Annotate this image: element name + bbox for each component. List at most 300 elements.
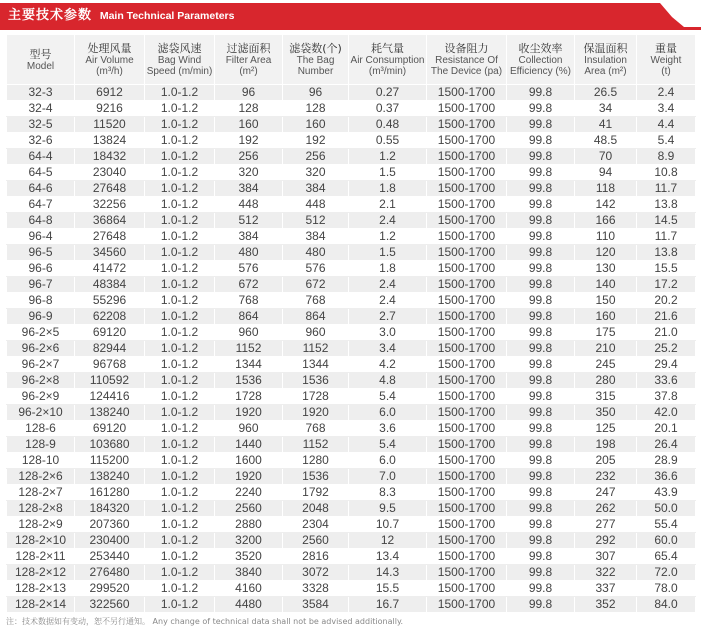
column-header-zh: 型号	[29, 47, 52, 61]
table-cell: 1500-1700	[427, 469, 507, 485]
table-cell: 48.5	[575, 133, 637, 149]
table-cell: 1500-1700	[427, 533, 507, 549]
table-cell: 130	[575, 261, 637, 277]
table-cell: 8.9	[637, 149, 696, 165]
table-cell: 320	[215, 165, 283, 181]
table-row	[7, 181, 696, 197]
table-cell: 96768	[75, 357, 145, 373]
table-cell: 125	[575, 421, 637, 437]
column-header	[637, 35, 696, 85]
table-cell: 128-2×13	[7, 581, 75, 597]
table-cell: 1500-1700	[427, 229, 507, 245]
table-cell: 96-2×5	[7, 325, 75, 341]
table-cell: 1152	[283, 437, 349, 453]
table-cell: 99.8	[507, 597, 575, 613]
table-cell: 2816	[283, 549, 349, 565]
table-cell: 1.0-1.2	[145, 229, 215, 245]
table-cell: 99.8	[507, 437, 575, 453]
table-cell: 1.0-1.2	[145, 389, 215, 405]
table-cell: 1.0-1.2	[145, 165, 215, 181]
table-cell: 3584	[283, 597, 349, 613]
table-cell: 1500-1700	[427, 437, 507, 453]
table-cell: 99.8	[507, 277, 575, 293]
table-cell: 1500-1700	[427, 261, 507, 277]
table-cell: 27648	[75, 229, 145, 245]
table-cell: 160	[575, 309, 637, 325]
section-title	[8, 7, 234, 24]
table-header-row	[7, 35, 696, 85]
column-header-en: Number	[297, 66, 334, 77]
column-header-en: Area (m²)	[584, 66, 627, 77]
column-header	[215, 35, 283, 85]
column-header-zh: 耗气量	[371, 42, 404, 55]
table-row	[7, 597, 696, 613]
table-cell: 42.0	[637, 405, 696, 421]
table-cell: 0.37	[349, 101, 427, 117]
table-row	[7, 533, 696, 549]
table-cell: 4.4	[637, 117, 696, 133]
table-cell: 1.5	[349, 245, 427, 261]
table-cell: 160	[283, 117, 349, 133]
table-cell: 99.8	[507, 389, 575, 405]
table-cell: 1500-1700	[427, 341, 507, 357]
table-cell: 50.0	[637, 501, 696, 517]
table-cell: 6.0	[349, 453, 427, 469]
table-cell: 384	[215, 229, 283, 245]
table-cell: 99.8	[507, 405, 575, 421]
table-cell: 69120	[75, 325, 145, 341]
table-cell: 2304	[283, 517, 349, 533]
table-cell: 1152	[215, 341, 283, 357]
table-cell: 3072	[283, 565, 349, 581]
table-cell: 1920	[215, 405, 283, 421]
table-cell: 96-2×9	[7, 389, 75, 405]
table-row	[7, 229, 696, 245]
table-cell: 1536	[215, 373, 283, 389]
table-cell: 1500-1700	[427, 325, 507, 341]
column-header	[75, 35, 145, 85]
table-cell: 4160	[215, 581, 283, 597]
table-cell: 99.8	[507, 197, 575, 213]
table-cell: 320	[283, 165, 349, 181]
table-cell: 32-4	[7, 101, 75, 117]
table-cell: 1500-1700	[427, 389, 507, 405]
table-cell: 5.4	[637, 133, 696, 149]
table-cell: 352	[575, 597, 637, 613]
column-header-en: Weight	[650, 55, 682, 66]
table-cell: 256	[215, 149, 283, 165]
table-row	[7, 261, 696, 277]
table-row	[7, 85, 696, 101]
table-cell: 1.0-1.2	[145, 549, 215, 565]
table-cell: 1536	[283, 469, 349, 485]
table-cell: 96-5	[7, 245, 75, 261]
table-cell: 1.0-1.2	[145, 373, 215, 389]
table-cell: 0.48	[349, 117, 427, 133]
table-cell: 34	[575, 101, 637, 117]
table-cell: 2240	[215, 485, 283, 501]
table-cell: 256	[283, 149, 349, 165]
table-cell: 32-3	[7, 85, 75, 101]
table-cell: 99.8	[507, 85, 575, 101]
table-cell: 138240	[75, 469, 145, 485]
table-cell: 1500-1700	[427, 357, 507, 373]
table-cell: 99.8	[507, 133, 575, 149]
table-cell: 1500-1700	[427, 501, 507, 517]
table-cell: 20.2	[637, 293, 696, 309]
table-cell: 1.0-1.2	[145, 261, 215, 277]
table-cell: 1500-1700	[427, 165, 507, 181]
table-cell: 10.7	[349, 517, 427, 533]
table-cell: 1500-1700	[427, 213, 507, 229]
table-cell: 1.0-1.2	[145, 421, 215, 437]
table-cell: 1.5	[349, 165, 427, 181]
table-row	[7, 277, 696, 293]
table-cell: 1.0-1.2	[145, 309, 215, 325]
table-cell: 15.5	[637, 261, 696, 277]
table-cell: 960	[283, 325, 349, 341]
table-cell: 99.8	[507, 469, 575, 485]
table-cell: 99.8	[507, 453, 575, 469]
table-cell: 384	[283, 181, 349, 197]
table-cell: 99.8	[507, 293, 575, 309]
table-cell: 37.8	[637, 389, 696, 405]
table-cell: 62208	[75, 309, 145, 325]
table-cell: 115200	[75, 453, 145, 469]
table-cell: 1.0-1.2	[145, 533, 215, 549]
table-cell: 4.8	[349, 373, 427, 389]
table-cell: 128-10	[7, 453, 75, 469]
table-cell: 1500-1700	[427, 405, 507, 421]
table-row	[7, 389, 696, 405]
table-cell: 99.8	[507, 565, 575, 581]
table-cell: 96-2×6	[7, 341, 75, 357]
table-row	[7, 357, 696, 373]
table-cell: 96-2×8	[7, 373, 75, 389]
table-cell: 99.8	[507, 581, 575, 597]
table-cell: 1.0-1.2	[145, 85, 215, 101]
table-cell: 110	[575, 229, 637, 245]
table-cell: 13.8	[637, 245, 696, 261]
table-cell: 1500-1700	[427, 117, 507, 133]
table-cell: 138240	[75, 405, 145, 421]
table-cell: 960	[215, 325, 283, 341]
table-cell: 192	[283, 133, 349, 149]
table-cell: 262	[575, 501, 637, 517]
table-cell: 43.9	[637, 485, 696, 501]
table-cell: 11.7	[637, 181, 696, 197]
table-cell: 1500-1700	[427, 485, 507, 501]
table-row	[7, 165, 696, 181]
table-cell: 32-6	[7, 133, 75, 149]
table-cell: 337	[575, 581, 637, 597]
column-header	[349, 35, 427, 85]
table-cell: 1920	[215, 469, 283, 485]
table-cell: 96-9	[7, 309, 75, 325]
column-header-en: Model	[26, 60, 55, 72]
column-header-zh: 收尘效率	[518, 42, 563, 55]
table-cell: 0.55	[349, 133, 427, 149]
table-cell: 1500-1700	[427, 517, 507, 533]
table-cell: 1500-1700	[427, 277, 507, 293]
table-cell: 2048	[283, 501, 349, 517]
table-row	[7, 309, 696, 325]
table-cell: 128-2×12	[7, 565, 75, 581]
table-cell: 9.5	[349, 501, 427, 517]
table-cell: 1728	[215, 389, 283, 405]
table-row	[7, 405, 696, 421]
table-cell: 207360	[75, 517, 145, 533]
table-cell: 96-4	[7, 229, 75, 245]
table-cell: 160	[215, 117, 283, 133]
table-cell: 2.7	[349, 309, 427, 325]
table-cell: 480	[283, 245, 349, 261]
table-cell: 1920	[283, 405, 349, 421]
table-cell: 41	[575, 117, 637, 133]
table-cell: 322	[575, 565, 637, 581]
table-cell: 99.8	[507, 325, 575, 341]
table-cell: 0.27	[349, 85, 427, 101]
column-header-en: Collection	[518, 55, 563, 66]
table-cell: 36864	[75, 213, 145, 229]
table-cell: 99.8	[507, 229, 575, 245]
table-cell: 128-2×14	[7, 597, 75, 613]
table-cell: 23040	[75, 165, 145, 181]
table-row	[7, 117, 696, 133]
table-cell: 2.4	[349, 277, 427, 293]
table-cell: 99.8	[507, 261, 575, 277]
table-cell: 512	[283, 213, 349, 229]
column-header-en: (t)	[661, 66, 671, 77]
table-row	[7, 341, 696, 357]
table-cell: 99.8	[507, 357, 575, 373]
table-cell: 3.6	[349, 421, 427, 437]
footnote: 注：技术数据如有变动，恕不另行通知。 Any change of technical data shall not be advised additionally.	[6, 617, 404, 626]
table-cell: 128-9	[7, 437, 75, 453]
table-cell: 322560	[75, 597, 145, 613]
table-cell: 1.0-1.2	[145, 197, 215, 213]
table-cell: 1500-1700	[427, 85, 507, 101]
table-cell: 1.0-1.2	[145, 469, 215, 485]
table-cell: 768	[215, 293, 283, 309]
table-cell: 1.0-1.2	[145, 325, 215, 341]
table-row	[7, 469, 696, 485]
table-cell: 20.1	[637, 421, 696, 437]
table-cell: 65.4	[637, 549, 696, 565]
table-cell: 384	[215, 181, 283, 197]
table-cell: 448	[215, 197, 283, 213]
table-cell: 277	[575, 517, 637, 533]
table-row	[7, 437, 696, 453]
table-cell: 82944	[75, 341, 145, 357]
table-cell: 32256	[75, 197, 145, 213]
table-cell: 2880	[215, 517, 283, 533]
table-cell: 1344	[215, 357, 283, 373]
table-cell: 672	[215, 277, 283, 293]
table-row	[7, 197, 696, 213]
table-cell: 384	[283, 229, 349, 245]
table-cell: 99.8	[507, 341, 575, 357]
table-cell: 55.4	[637, 517, 696, 533]
table-cell: 1.0-1.2	[145, 101, 215, 117]
table-cell: 1.8	[349, 181, 427, 197]
table-row	[7, 565, 696, 581]
table-cell: 128	[283, 101, 349, 117]
column-header-en: The Bag	[296, 55, 335, 66]
table-cell: 10.8	[637, 165, 696, 181]
table-cell: 230400	[75, 533, 145, 549]
table-cell: 6.0	[349, 405, 427, 421]
column-header-en: Bag Wind	[157, 55, 202, 66]
table-row	[7, 213, 696, 229]
section-header-banner	[0, 0, 701, 30]
column-header-zh: 滤袋风速	[157, 42, 202, 55]
table-cell: 103680	[75, 437, 145, 453]
table-cell: 166	[575, 213, 637, 229]
table-cell: 292	[575, 533, 637, 549]
column-header-zh: 过滤面积	[226, 42, 271, 55]
table-cell: 1500-1700	[427, 549, 507, 565]
table-cell: 1600	[215, 453, 283, 469]
table-cell: 1500-1700	[427, 565, 507, 581]
table-cell: 26.4	[637, 437, 696, 453]
table-cell: 16.7	[349, 597, 427, 613]
table-cell: 1536	[283, 373, 349, 389]
column-header-en: (m³/h)	[96, 66, 123, 77]
table-cell: 1.8	[349, 261, 427, 277]
column-header-en: Air Consumption	[350, 55, 425, 66]
table-cell: 36.6	[637, 469, 696, 485]
table-cell: 41472	[75, 261, 145, 277]
table-cell: 96-7	[7, 277, 75, 293]
column-header	[427, 35, 507, 85]
column-header-en: Insulation	[584, 55, 627, 66]
table-cell: 128-2×11	[7, 549, 75, 565]
table-cell: 1500-1700	[427, 181, 507, 197]
table-cell: 1.2	[349, 229, 427, 245]
table-cell: 1500-1700	[427, 197, 507, 213]
table-cell: 1500-1700	[427, 245, 507, 261]
table-cell: 1500-1700	[427, 149, 507, 165]
table-cell: 161280	[75, 485, 145, 501]
table-cell: 14.5	[637, 213, 696, 229]
table-cell: 8.3	[349, 485, 427, 501]
table-cell: 512	[215, 213, 283, 229]
table-cell: 2.4	[349, 213, 427, 229]
table-cell: 128-2×7	[7, 485, 75, 501]
table-row	[7, 501, 696, 517]
table-cell: 448	[283, 197, 349, 213]
table-cell: 25.2	[637, 341, 696, 357]
table-cell: 17.2	[637, 277, 696, 293]
table-cell: 205	[575, 453, 637, 469]
table-cell: 120	[575, 245, 637, 261]
table-cell: 64-8	[7, 213, 75, 229]
table-cell: 64-5	[7, 165, 75, 181]
column-header-en: Efficiency (%)	[510, 66, 571, 77]
table-row	[7, 133, 696, 149]
table-cell: 1728	[283, 389, 349, 405]
table-cell: 1152	[283, 341, 349, 357]
table-cell: 768	[283, 293, 349, 309]
table-cell: 672	[283, 277, 349, 293]
table-cell: 3200	[215, 533, 283, 549]
table-cell: 210	[575, 341, 637, 357]
table-cell: 350	[575, 405, 637, 421]
table-cell: 864	[215, 309, 283, 325]
table-cell: 96-2×10	[7, 405, 75, 421]
table-cell: 1.0-1.2	[145, 565, 215, 581]
table-cell: 110592	[75, 373, 145, 389]
column-header-zh: 保温面积	[583, 42, 628, 55]
table-cell: 276480	[75, 565, 145, 581]
table-row	[7, 101, 696, 117]
table-cell: 99.8	[507, 549, 575, 565]
column-header-en: (m²)	[239, 66, 258, 77]
table-cell: 99.8	[507, 101, 575, 117]
technical-parameters-table	[6, 34, 696, 613]
table-cell: 1.0-1.2	[145, 277, 215, 293]
table-cell: 1.0-1.2	[145, 517, 215, 533]
table-cell: 576	[283, 261, 349, 277]
column-header-en: The Device (pa)	[430, 66, 503, 77]
table-cell: 6912	[75, 85, 145, 101]
table-cell: 29.4	[637, 357, 696, 373]
table-cell: 1280	[283, 453, 349, 469]
table-cell: 28.9	[637, 453, 696, 469]
table-cell: 3.4	[349, 341, 427, 357]
column-header-zh: 重量	[655, 42, 677, 55]
table-cell: 26.5	[575, 85, 637, 101]
table-cell: 1344	[283, 357, 349, 373]
table-cell: 128-2×6	[7, 469, 75, 485]
table-cell: 78.0	[637, 581, 696, 597]
table-cell: 140	[575, 277, 637, 293]
table-cell: 99.8	[507, 309, 575, 325]
table-row	[7, 245, 696, 261]
table-cell: 72.0	[637, 565, 696, 581]
table-cell: 2.4	[349, 293, 427, 309]
table-cell: 124416	[75, 389, 145, 405]
table-cell: 11520	[75, 117, 145, 133]
table-cell: 84.0	[637, 597, 696, 613]
section-title-en: Main Technical Parameters	[99, 10, 235, 22]
table-cell: 1.0-1.2	[145, 485, 215, 501]
table-cell: 7.0	[349, 469, 427, 485]
column-header	[145, 35, 215, 85]
table-cell: 11.7	[637, 229, 696, 245]
table-row	[7, 421, 696, 437]
table-cell: 175	[575, 325, 637, 341]
table-cell: 32-5	[7, 117, 75, 133]
table-cell: 48384	[75, 277, 145, 293]
table-cell: 3840	[215, 565, 283, 581]
table-cell: 99.8	[507, 117, 575, 133]
table-cell: 1500-1700	[427, 453, 507, 469]
table-cell: 96	[215, 85, 283, 101]
table-cell: 118	[575, 181, 637, 197]
table-cell: 1.0-1.2	[145, 357, 215, 373]
table-cell: 253440	[75, 549, 145, 565]
table-cell: 1.0-1.2	[145, 181, 215, 197]
table-cell: 60.0	[637, 533, 696, 549]
table-cell: 1.0-1.2	[145, 581, 215, 597]
table-cell: 1.0-1.2	[145, 597, 215, 613]
table-cell: 1.0-1.2	[145, 437, 215, 453]
table-cell: 27648	[75, 181, 145, 197]
table-cell: 96	[283, 85, 349, 101]
column-header-zh: 设备阻力	[444, 42, 489, 55]
